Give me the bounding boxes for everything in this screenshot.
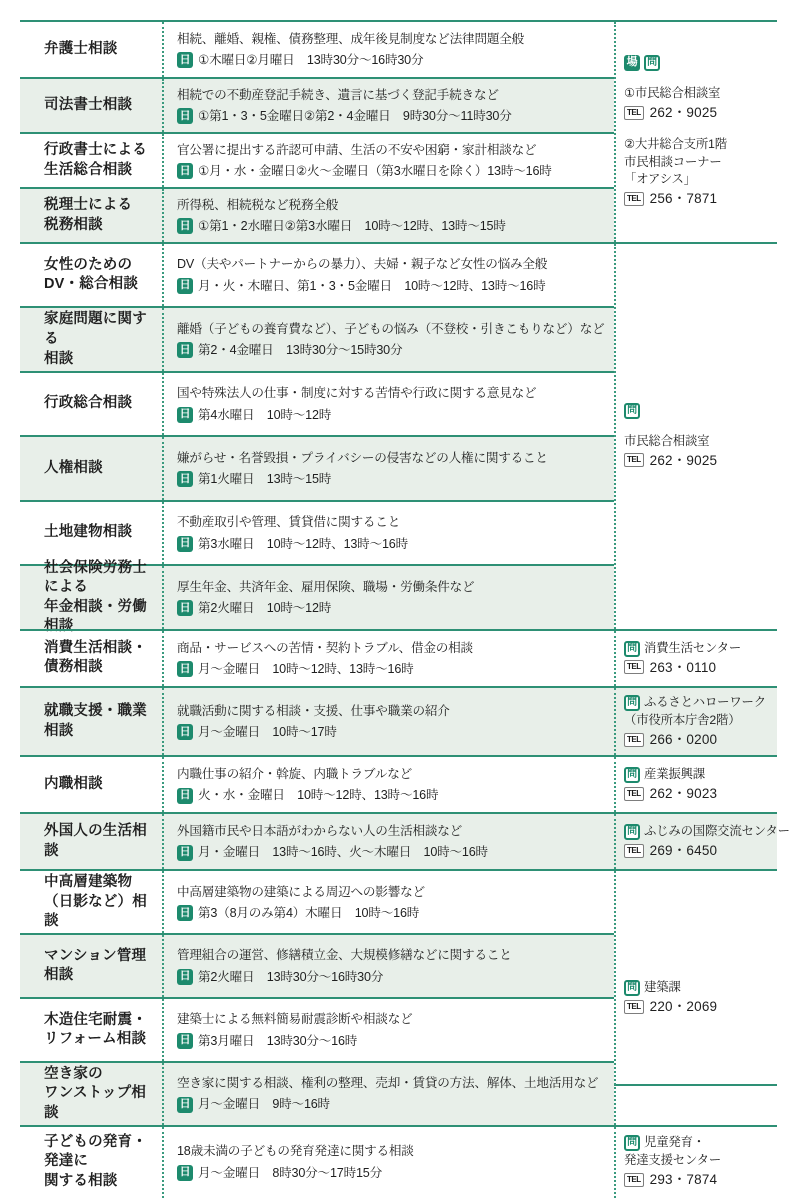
consultation-schedule <box>177 787 608 803</box>
consultation-description: 所得税、相続税など税務全般 <box>177 197 339 212</box>
contact-block <box>624 433 775 471</box>
contact-text: ふじみの国際交流センター <box>644 824 790 839</box>
contact-info <box>614 688 777 756</box>
calendar-icon: 日 <box>177 218 193 234</box>
consultation-schedule <box>177 218 608 234</box>
consultation-group <box>20 812 790 869</box>
consultation-description: 就職活動に関する相談・支援、仕事や職業の紹介 <box>177 703 450 718</box>
contact-line <box>624 154 775 172</box>
consultation-title-line: DV・総合相談 <box>44 276 139 293</box>
contact-info <box>614 757 777 812</box>
consultation-details <box>162 244 614 306</box>
consultation-description: 相続、離婚、親権、債務整理、成年後見制度など法律問題全般 <box>177 31 525 46</box>
consultation-title-line: 年金相談・労働相談 <box>44 598 147 635</box>
consultation-title <box>20 559 162 635</box>
consultation-group <box>20 1125 777 1198</box>
contact-line <box>624 640 775 658</box>
contact-block <box>624 766 775 804</box>
tel-icon: TEL <box>624 660 644 674</box>
consultation-schedule-text: 月～金曜日 10時～17時 <box>198 725 337 740</box>
consultation-schedule-text: 月～金曜日 10時～12時、13時～16時 <box>198 661 414 676</box>
consultation-title-line: 子どもの発育・発達に <box>44 1133 147 1170</box>
consultation-title-line: 内職相談 <box>44 776 103 793</box>
consultation-row <box>20 187 614 242</box>
contact-line <box>624 712 775 730</box>
contact-text: ふるさとハローワーク <box>644 694 766 709</box>
consultation-title-line: マンション管理相談 <box>44 947 147 984</box>
phone-number: 269・6450 <box>649 843 718 859</box>
consultation-title-line: 関する相談 <box>44 1172 118 1189</box>
contact-badges <box>624 403 775 419</box>
contact-line <box>624 103 775 123</box>
calendar-icon: 日 <box>177 1165 193 1181</box>
contact-line <box>624 658 775 678</box>
consultation-title <box>20 373 162 435</box>
inquiry-icon: 問 <box>644 55 660 71</box>
contact-line <box>624 189 775 209</box>
tel-icon: TEL <box>624 844 644 858</box>
consultation-schedule-text: 月～金曜日 8時30分～17時15分 <box>198 1165 382 1180</box>
calendar-icon: 日 <box>177 724 193 740</box>
inquiry-icon: 問 <box>624 824 640 840</box>
contact-block <box>624 136 775 210</box>
contact-line <box>624 979 775 997</box>
calendar-icon: 日 <box>177 1033 193 1049</box>
consultation-rows <box>20 871 614 1124</box>
inquiry-icon: 問 <box>624 767 640 783</box>
consultation-group <box>20 869 777 1124</box>
contact-text: 建築課 <box>644 980 681 995</box>
consultation-rows <box>20 757 614 812</box>
calendar-icon: 日 <box>177 407 193 423</box>
calendar-icon: 日 <box>177 1097 193 1113</box>
consultation-schedule-text: ①第1・2水曜日②第3水曜日 10時～12時、13時～15時 <box>198 219 506 233</box>
consultation-description: 18歳未満の子どもの発育発達に関する相談 <box>177 1144 414 1159</box>
consultation-row <box>20 688 614 756</box>
consultation-description: 厚生年金、共済年金、雇用保険、職場・労働条件など <box>177 579 475 594</box>
contact-line <box>624 694 775 712</box>
consultation-title <box>20 999 162 1061</box>
consultation-title-line: 債務相談 <box>44 659 103 676</box>
consultation-description: 離婚（子どもの養育費など）、子どもの悩み（不登校・引きこもりなど）など <box>177 321 605 336</box>
consultation-schedule-text: 月～金曜日 9時～16時 <box>198 1097 330 1112</box>
consultation-title <box>20 134 162 187</box>
consultation-schedule <box>177 407 608 423</box>
consultation-rows <box>20 631 614 686</box>
calendar-icon: 日 <box>177 661 193 677</box>
consultation-details <box>162 935 614 997</box>
consultation-row <box>20 997 614 1061</box>
inquiry-icon: 問 <box>624 1135 640 1151</box>
contact-block <box>624 823 790 861</box>
consultation-title <box>20 308 162 370</box>
calendar-icon: 日 <box>177 108 193 124</box>
contact-text: 児童発育・ <box>644 1135 705 1150</box>
consultation-group <box>20 20 777 242</box>
contact-badges <box>624 55 775 71</box>
consultation-title <box>20 757 162 812</box>
consultation-title-line: 消費生活相談・ <box>44 639 147 656</box>
inquiry-icon: 問 <box>624 980 640 996</box>
contact-line <box>624 451 775 471</box>
place-icon: 場 <box>624 55 640 71</box>
contact-block <box>624 979 775 1017</box>
consultation-schedule <box>177 342 608 358</box>
contact-info <box>614 814 790 869</box>
contact-line <box>624 136 775 154</box>
consultation-title <box>20 244 162 306</box>
consultation-rows <box>20 22 614 242</box>
calendar-icon: 日 <box>177 471 193 487</box>
consultation-schedule-text: 第2・4金曜日 13時30分～15時30分 <box>198 343 403 358</box>
consultation-row <box>20 1061 614 1125</box>
consultation-row <box>20 244 614 306</box>
contact-line <box>624 823 790 841</box>
consultation-title-line: 税理士による <box>44 196 133 213</box>
consultation-details <box>162 1063 614 1125</box>
contact-text: ②大井総合支所1階 <box>624 136 727 151</box>
contact-info <box>614 244 777 629</box>
consultation-schedule-text: 月・金曜日 13時～16時、火～木曜日 10時～16時 <box>198 845 488 860</box>
consultation-row <box>20 500 614 564</box>
consultation-details <box>162 814 614 869</box>
tel-icon: TEL <box>624 1000 644 1014</box>
phone-number: 293・7874 <box>649 1172 718 1188</box>
phone-number: 262・9025 <box>649 452 718 468</box>
consultation-details <box>162 134 614 187</box>
contact-line <box>624 85 775 103</box>
consultation-row <box>20 814 614 869</box>
consultation-row <box>20 132 614 187</box>
consultation-description: 外国籍市民や日本語がわからない人の生活相談など <box>177 824 463 839</box>
contact-text: 産業振興課 <box>644 767 705 782</box>
contact-text: 市民相談コーナー <box>624 154 722 169</box>
consultation-schedule <box>177 844 608 860</box>
contact-text: ①市民総合相談室 <box>624 85 721 100</box>
consultation-rows <box>20 1127 614 1198</box>
consultation-title <box>20 688 162 756</box>
consultation-details <box>162 566 614 628</box>
consultation-schedule-text: 第1火曜日 13時～15時 <box>198 472 332 487</box>
consultation-title <box>20 22 162 77</box>
calendar-icon: 日 <box>177 536 193 552</box>
consultation-title <box>20 437 162 499</box>
consultation-title <box>20 502 162 564</box>
contact-line <box>624 433 775 451</box>
consultation-schedule-text: 第4水曜日 10時～12時 <box>198 407 332 422</box>
consultation-schedule <box>177 724 608 740</box>
consultation-group <box>20 755 777 812</box>
contact-block <box>624 640 775 678</box>
consultation-details <box>162 631 614 686</box>
calendar-icon: 日 <box>177 600 193 616</box>
consultation-title-line: 税務相談 <box>44 216 103 233</box>
consultation-row <box>20 559 614 635</box>
contact-block <box>624 694 775 750</box>
consultation-row <box>20 435 614 499</box>
consultation-row <box>20 757 614 812</box>
consultation-description: 内職仕事の紹介・斡旋、内職トラブルなど <box>177 767 412 782</box>
consultation-schedule <box>177 905 608 921</box>
consultation-title-line: 就職支援・職業相談 <box>44 703 147 739</box>
consultation-title-line: ワンストップ相談 <box>44 1085 147 1121</box>
consultation-schedule-text: 火・水・金曜日 10時～12時、13時～16時 <box>198 788 439 803</box>
consultation-details <box>162 22 614 77</box>
phone-number: 266・0200 <box>649 731 718 747</box>
consultation-schedule <box>177 969 608 985</box>
consultation-details <box>162 373 614 435</box>
consultation-details <box>162 757 614 812</box>
contact-line <box>624 1152 775 1170</box>
consultation-title-line: （日影など）相談 <box>44 893 147 930</box>
consultation-title-line: 女性のための <box>44 256 133 273</box>
calendar-icon: 日 <box>177 278 193 294</box>
consultation-title <box>20 1127 162 1198</box>
consultation-schedule <box>177 600 608 616</box>
calendar-icon: 日 <box>177 52 193 68</box>
consultation-description: 不動産取引や管理、賃貸借に関すること <box>177 515 401 530</box>
contact-line <box>624 1170 775 1190</box>
consultation-schedule-text: 第3（8月のみ第4）木曜日 10時～16時 <box>198 905 420 920</box>
contact-line <box>624 997 775 1017</box>
inquiry-icon: 問 <box>624 403 640 419</box>
consultation-schedule <box>177 52 608 68</box>
consultation-title <box>20 631 162 686</box>
contact-line <box>624 730 775 750</box>
tel-icon: TEL <box>624 733 644 747</box>
consultation-details <box>162 308 614 370</box>
tel-icon: TEL <box>624 192 644 206</box>
inquiry-icon: 問 <box>624 695 640 711</box>
calendar-icon: 日 <box>177 342 193 358</box>
consultation-row <box>20 306 614 370</box>
consultation-row <box>20 22 614 77</box>
consultation-details <box>162 189 614 242</box>
consultation-description: 中高層建築物の建築による周辺への影響など <box>177 884 425 899</box>
consultation-schedule-text: 第2火曜日 13時30分～16時30分 <box>198 969 384 984</box>
consultation-title-line: 中高層建築物 <box>44 874 133 891</box>
consultation-description: DV（夫やパートナーからの暴力）、夫婦・親子など女性の悩み全般 <box>177 257 548 272</box>
contact-block <box>624 1134 775 1190</box>
consultation-details <box>162 502 614 564</box>
consultation-schedule <box>177 1033 608 1049</box>
consultation-schedule-text: ①第1・3・5金曜日②第2・4金曜日 9時30分～11時30分 <box>198 109 512 123</box>
consultation-schedule <box>177 1096 608 1112</box>
consultation-description: 建築士による無料簡易耐震診断や相談など <box>177 1012 413 1027</box>
contact-info <box>614 22 777 242</box>
consultation-title-line: 人権相談 <box>44 459 103 476</box>
consultation-rows <box>20 688 614 756</box>
consultation-details <box>162 871 614 933</box>
contact-text: 消費生活センター <box>644 640 742 655</box>
consultation-row <box>20 871 614 933</box>
contact-line <box>624 784 775 804</box>
consultation-schedule <box>177 1165 608 1181</box>
contact-text: 「オアシス」 <box>624 172 696 187</box>
tel-icon: TEL <box>624 1173 644 1187</box>
tel-icon: TEL <box>624 453 644 467</box>
contact-text: 市民総合相談室 <box>624 433 710 448</box>
consultation-schedule <box>177 278 608 294</box>
consultation-details <box>162 437 614 499</box>
consultation-title-line: 土地建物相談 <box>44 524 133 541</box>
consultation-schedule-text: 月・火・木曜日、第1・3・5金曜日 10時～12時、13時～16時 <box>198 278 546 293</box>
consultation-schedule-text: ①木曜日②月曜日 13時30分～16時30分 <box>198 53 424 67</box>
consultation-description: 管理組合の運営、修繕積立金、大規模修繕などに関すること <box>177 948 512 963</box>
consultation-schedule-text: ①月・水・金曜日②火～金曜日（第3水曜日を除く）13時～16時 <box>198 164 552 178</box>
contact-block <box>624 85 775 123</box>
consultation-description: 国や特殊法人の仕事・制度に対する苦情や行政に関する意見など <box>177 386 537 401</box>
consultation-description: 官公署に提出する許認可申請、生活の不安や困窮・家計相談など <box>177 142 537 157</box>
tel-icon: TEL <box>624 787 644 801</box>
contact-info <box>614 1127 777 1198</box>
consultation-description: 商品・サービスへの苦情・契約トラブル、借金の相談 <box>177 640 473 655</box>
consultation-schedule-text: 第3月曜日 13時30分～16時 <box>198 1033 358 1048</box>
consultation-title-line: リフォーム相談 <box>44 1031 147 1048</box>
consultation-row <box>20 371 614 435</box>
phone-number: 262・9025 <box>649 104 718 120</box>
tel-icon: TEL <box>624 106 644 120</box>
consultation-group <box>20 629 777 686</box>
consultation-title-line: 相談 <box>44 350 74 367</box>
consultation-details <box>162 79 614 132</box>
consultation-title-line: 行政総合相談 <box>44 395 133 412</box>
calendar-icon: 日 <box>177 163 193 179</box>
consultation-title <box>20 79 162 132</box>
contact-line <box>624 171 775 189</box>
calendar-icon: 日 <box>177 969 193 985</box>
consultation-row <box>20 1127 614 1198</box>
contact-text: （市役所本庁舎2階） <box>624 712 741 727</box>
consultation-title <box>20 1063 162 1125</box>
inquiry-icon: 問 <box>624 641 640 657</box>
consultation-schedule <box>177 108 608 124</box>
consultation-title-line: 司法書士相談 <box>44 96 133 113</box>
consultation-title-line: 生活総合相談 <box>44 161 133 178</box>
consultation-title-line: 空き家の <box>44 1065 103 1082</box>
consultation-rows <box>20 244 614 635</box>
consultation-title <box>20 871 162 933</box>
consultation-details <box>162 688 614 756</box>
contact-info <box>614 871 777 1124</box>
calendar-icon: 日 <box>177 905 193 921</box>
calendar-icon: 日 <box>177 788 193 804</box>
consultation-description: 空き家に関する相談、権利の整理、売却・賃貸の方法、解体、土地活用など <box>177 1076 599 1091</box>
phone-number: 256・7871 <box>649 191 718 207</box>
consultation-title-line: 家庭問題に関する <box>44 311 147 347</box>
consultation-rows <box>20 814 614 869</box>
consultation-row <box>20 77 614 132</box>
contact-info <box>614 631 777 686</box>
consultation-title-line: 弁護士相談 <box>44 40 118 57</box>
consultation-title-line: 行政書士による <box>44 141 147 158</box>
consultation-details <box>162 1127 614 1198</box>
consultation-group <box>20 686 777 756</box>
consultation-schedule <box>177 471 608 487</box>
consultation-table <box>20 20 790 1189</box>
consultation-schedule-text: 第2火曜日 10時～12時 <box>198 601 332 616</box>
contact-line <box>624 766 775 784</box>
consultation-title <box>20 935 162 997</box>
consultation-row <box>20 631 614 686</box>
calendar-icon: 日 <box>177 845 193 861</box>
consultation-details <box>162 999 614 1061</box>
consultation-schedule <box>177 661 608 677</box>
consultation-schedule <box>177 536 608 552</box>
consultation-title <box>20 189 162 242</box>
consultation-row <box>20 933 614 997</box>
consultation-schedule <box>177 163 608 179</box>
consultation-title-line: 木造住宅耐震・ <box>44 1011 147 1028</box>
consultation-title-line: 社会保険労務士による <box>44 559 147 596</box>
phone-number: 220・2069 <box>649 999 718 1015</box>
consultation-group <box>20 242 777 635</box>
consultation-title-line: 外国人の生活相談 <box>44 823 147 859</box>
consultation-description: 相続での不動産登記手続き、遺言に基づく登記手続きなど <box>177 87 499 102</box>
phone-number: 263・0110 <box>649 659 717 675</box>
phone-number: 262・9023 <box>649 786 718 802</box>
consultation-title <box>20 814 162 869</box>
contact-line <box>624 841 775 861</box>
contact-text: 発達支援センター <box>624 1153 722 1168</box>
contact-line <box>624 1134 775 1152</box>
consultation-description: 嫌がらせ・名誉毀損・プライバシーの侵害などの人権に関すること <box>177 450 548 465</box>
consultation-schedule-text: 第3水曜日 10時～12時、13時～16時 <box>198 536 408 551</box>
